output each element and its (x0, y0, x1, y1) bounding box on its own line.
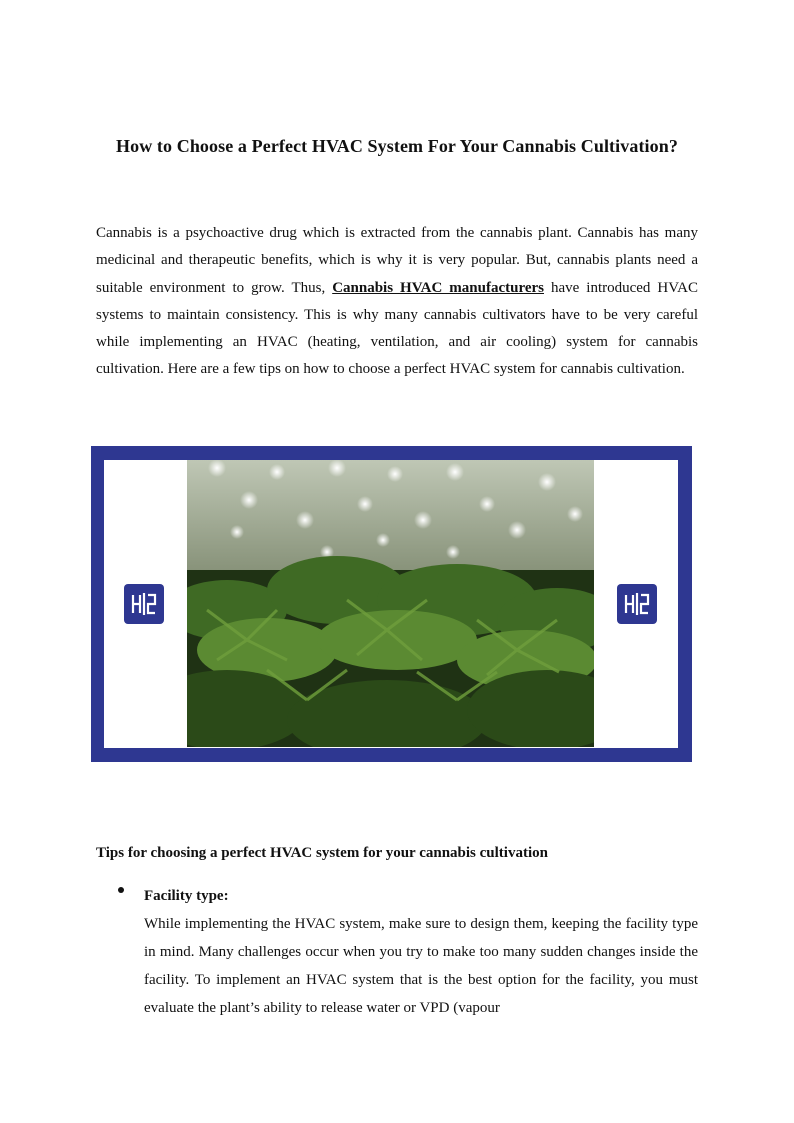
page-title: How to Choose a Perfect HVAC System For Your Cannabis Cultivation? (116, 136, 678, 156)
cannabis-grow-room-photo (187, 460, 594, 747)
tip-body: While implementing the HVAC system, make sure to design them, keeping the facility type in mind. Many challenges occur when you try to make too many sudden changes inside the facility. To implement an HVAC system that is the best option for the facility, you must evaluate the plant’s ability to release water or VPD (vapour (144, 916, 698, 1016)
company-logo-icon (617, 584, 657, 624)
tips-list (96, 883, 698, 1022)
manufacturers-link[interactable]: Cannabis HVAC manufacturers (332, 279, 544, 296)
intro-paragraph (96, 220, 698, 384)
grow-room-illustration (187, 460, 594, 747)
intro-text-end: have introduced HVAC systems to maintain consistency. This is why many cannabis cultivators have to be very careful while implementing an HVAC (heating, ventilation, and air cooling) system for cannabis cultivation. Here are a few tips on how to choose a perfect HVAC system for cannabis cultivation. (96, 279, 698, 378)
company-logo-icon (124, 584, 164, 624)
list-item (96, 883, 698, 1022)
feature-image-frame (91, 446, 692, 762)
section-heading: Tips for choosing a perfect HVAC system for your cannabis cultivation (96, 845, 548, 861)
bullet-icon (118, 887, 124, 893)
intro-text-start: Cannabis is a psychoactive drug which is extracted from the cannabis plant. Cannabis has many medicinal and therapeutic benefits, which is why it is very popular. But, cannabis plants need a suitable environment to grow. Thus, (96, 225, 698, 296)
feature-image-inner (104, 460, 678, 748)
tip-title: Facility type: (144, 888, 229, 904)
